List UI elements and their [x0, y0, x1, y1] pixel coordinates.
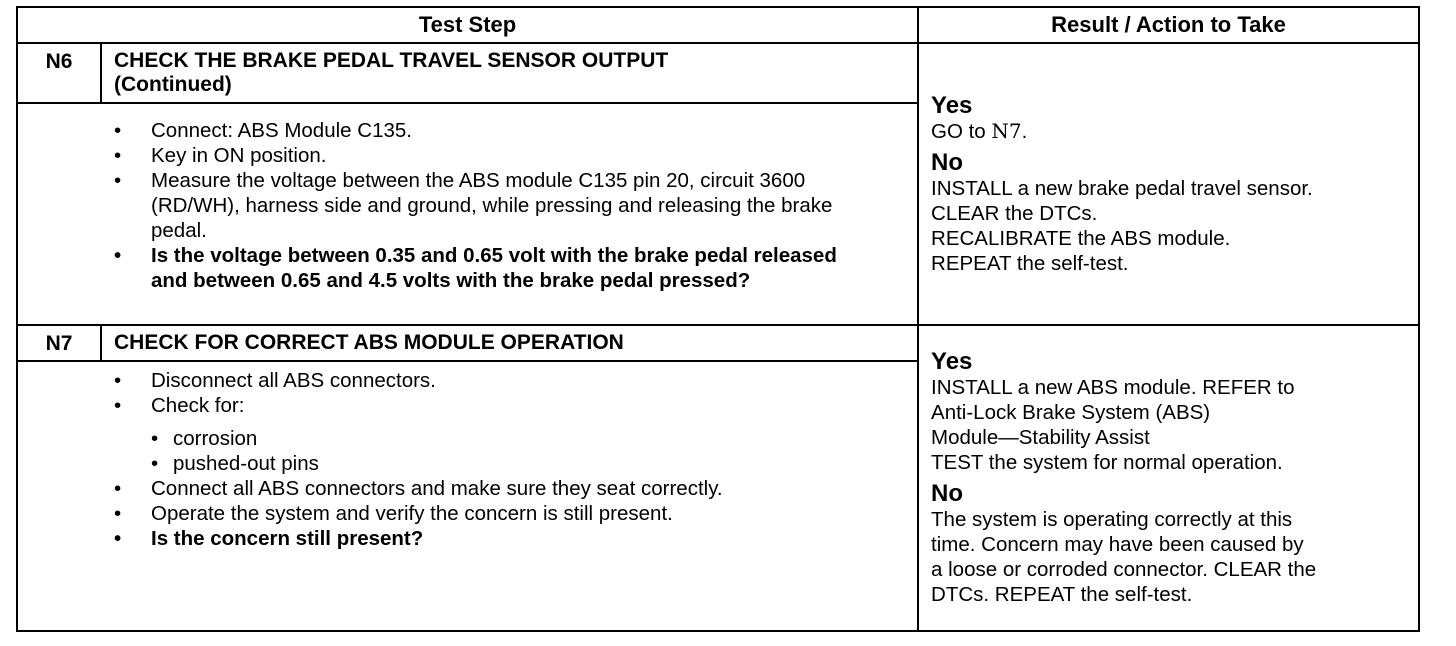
bullet-icon: • — [114, 502, 122, 525]
bullet-icon: • — [114, 477, 122, 500]
diagnostic-table — [16, 6, 1420, 632]
step-n6-yes-prefix: GO to — [931, 119, 986, 143]
step-n6-title — [101, 43, 918, 103]
bullet-icon: • — [114, 169, 122, 192]
step-n7-yes-label: Yes — [931, 348, 973, 375]
step-n6-yes-action — [931, 119, 1412, 144]
step-n6-no-line: INSTALL a new brake pedal travel sensor. — [931, 176, 1313, 200]
step-n6-no-label: No — [931, 148, 964, 176]
header-row — [17, 7, 1419, 43]
sub-list-item: • pushed-out pins — [151, 452, 319, 475]
list-item: • Connect all ABS connectors and make sure they seat correctly. — [114, 477, 723, 500]
bullet-icon: • — [151, 427, 159, 450]
step-n6-result — [918, 43, 1419, 325]
step-n6-title-row — [17, 43, 1419, 103]
step-n6-id: N6 — [17, 43, 101, 103]
step-n7-no-line: DTCs. REPEAT the self-test. — [931, 583, 1193, 606]
list-item: • Connect: ABS Module C135. — [114, 119, 412, 142]
list-item-question: • Is the voltage between 0.35 and 0.65 volt with the brake pedal released and between 0.65 and 4.5 volts with the brake pedal pressed? — [114, 244, 837, 292]
result-action-header: Result / Action to Take — [918, 7, 1419, 43]
bullet-icon: • — [114, 144, 122, 167]
step-n6-yes-link[interactable]: N7 — [991, 118, 1022, 143]
list-item: • Key in ON position. — [114, 144, 327, 167]
list-item: • Disconnect all ABS connectors. — [114, 369, 436, 392]
bullet-icon: • — [151, 452, 159, 475]
step-n7-no-line: The system is operating correctly at this — [931, 508, 1293, 531]
list-item-question: • Is the concern still present? — [114, 527, 424, 550]
step-n6-title-suffix: (Continued) — [114, 73, 232, 96]
step-n7-no-line: time. Concern may have been caused by — [931, 533, 1304, 556]
step-n6-no-line: RECALIBRATE the ABS module. — [931, 226, 1231, 250]
step-n6-bullet-list — [18, 118, 907, 293]
step-n7-title — [101, 325, 918, 361]
step-n7-sub-list — [151, 426, 907, 476]
step-n6-no-line: CLEAR the DTCs. — [931, 201, 1098, 225]
step-n7-yes-line: TEST the system for normal operation. — [931, 451, 1283, 474]
list-item: • Operate the system and verify the concern is still present. — [114, 502, 673, 525]
step-n7-body — [17, 361, 918, 631]
list-item: • Measure the voltage between the ABS module C135 pin 20, circuit 3600 (RD/WH), harness side and ground, while pressing and releasing the brake pedal. — [114, 169, 833, 242]
step-n7-bullet-list — [18, 368, 907, 551]
test-step-header: Test Step — [17, 7, 918, 43]
bullet-icon: • — [114, 119, 122, 142]
bullet-icon: • — [114, 394, 122, 417]
list-item: • Check for: • corrosion • pushed-out pins — [18, 393, 907, 476]
step-n7-yes-link[interactable]: Anti-Lock Brake System (ABS) — [931, 401, 1211, 424]
bullet-icon: • — [114, 369, 122, 392]
step-n7-result — [918, 325, 1419, 631]
bullet-icon: • — [114, 244, 122, 267]
step-n7-no-label: No — [931, 480, 964, 507]
step-n7-title-row — [17, 325, 1419, 361]
sub-list-item: • corrosion — [151, 427, 258, 450]
step-n7-id: N7 — [17, 325, 101, 361]
step-n6-body — [17, 103, 918, 325]
step-n6-yes-label: Yes — [931, 91, 973, 119]
step-n6-yes-suffix: . — [1021, 119, 1028, 143]
step-n6-title-text: CHECK THE BRAKE PEDAL TRAVEL SENSOR OUTPUT — [114, 49, 669, 72]
bullet-icon: • — [114, 527, 122, 550]
step-n7-yes-link[interactable]: Module—Stability Assist — [931, 426, 1150, 449]
step-n6-no-line: REPEAT the self-test. — [931, 251, 1129, 275]
step-n7-no-line: a loose or corroded connector. CLEAR the — [931, 558, 1317, 581]
step-n7-title-text: CHECK FOR CORRECT ABS MODULE OPERATION — [114, 331, 624, 354]
step-n7-yes-line: INSTALL a new ABS module. REFER to — [931, 376, 1295, 399]
